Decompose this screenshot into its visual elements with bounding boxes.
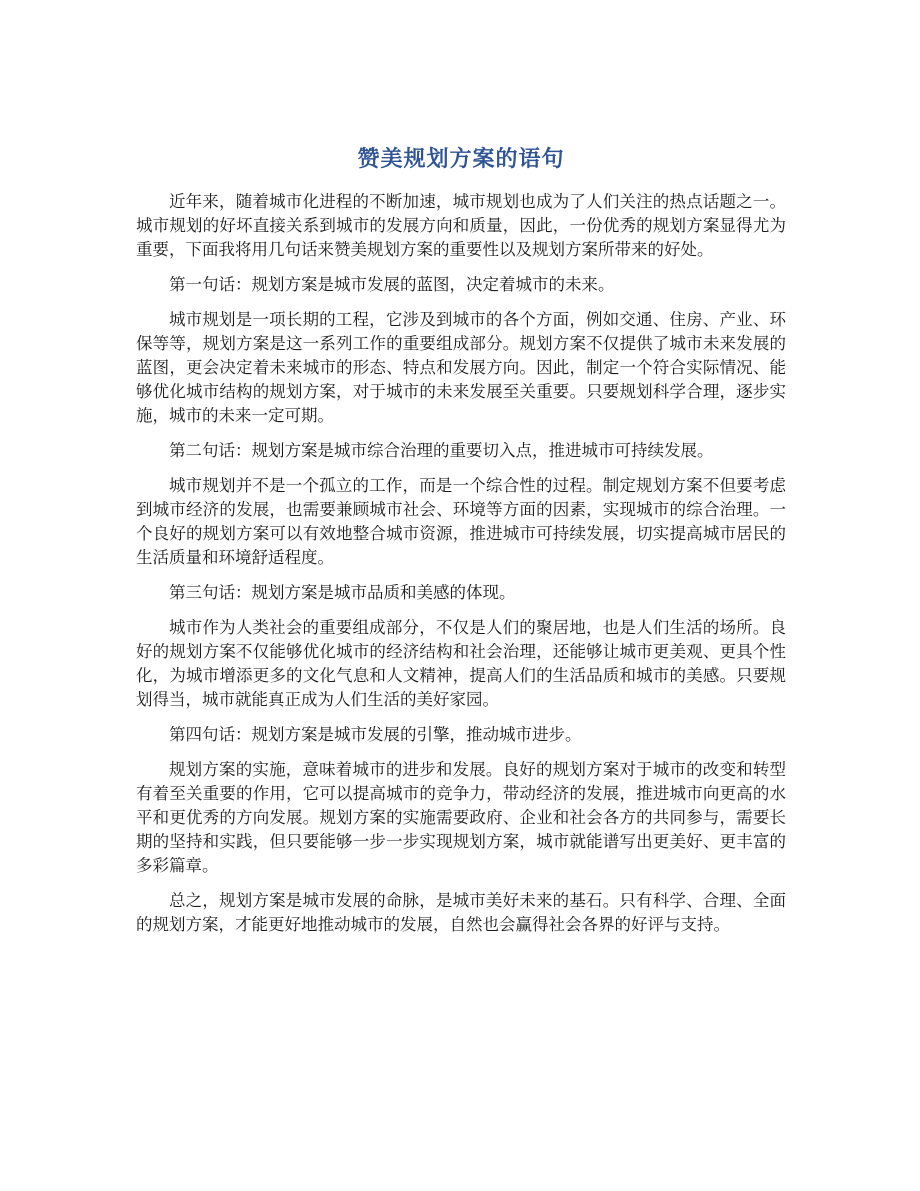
sentence-three-heading: 第三句话：规划方案是城市品质和美感的体现。 <box>169 583 516 602</box>
sentence-one-body: 城市规划是一项长期的工程，它涉及到城市的各个方面，例如交通、住房、产业、环保等等，规划方案是这一系列工作的重要组成部分。规划方案不仅提供了城市未来发展的蓝图，更会决定着未来城市的形态、特点和发展方向。因此，制定一个符合实际情况、能够优化城市结构的规划方案，对于城市的未来发展至关重要。只要规划科学合理，逐步实施，城市的未来一定可期。 <box>136 310 786 425</box>
sentence-one-heading: 第一句话：规划方案是城市发展的蓝图，决定着城市的未来。 <box>169 275 615 294</box>
sentence-two-body: 城市规划并不是一个孤立的工作，而是一个综合性的过程。制定规划方案不但要考虑到城市经济的发展，也需要兼顾城市社会、环境等方面的因素，实现城市的综合治理。一个良好的规划方案可以有效地整合城市资源，推进城市可持续发展，切实提高城市居民的生活质量和环境舒适程度。 <box>136 476 786 567</box>
conclusion-paragraph: 总之，规划方案是城市发展的命脉，是城市美好未来的基石。只有科学、合理、全面的规划方案，才能更好地推动城市的发展，自然也会赢得社会各界的好评与支持。 <box>136 891 786 934</box>
document-title: 赞美规划方案的语句 <box>357 146 565 172</box>
document-page <box>136 142 786 948</box>
sentence-three-body: 城市作为人类社会的重要组成部分，不仅是人们的聚居地，也是人们生活的场所。良好的规划方案不仅能够优化城市的经济结构和社会治理，还能够让城市更美观、更具个性化，为城市增添更多的文化气息和人文精神，提高人们的生活品质和城市的美感。只要规划得当，城市就能真正成为人们生活的美好家园。 <box>136 618 786 709</box>
intro-paragraph: 近年来，随着城市化进程的不断加速，城市规划也成为了人们关注的热点话题之一。城市规划的好坏直接关系到城市的发展方向和质量，因此，一份优秀的规划方案显得尤为重要，下面我将用几句话来赞美规划方案的重要性以及规划方案所带来的好处。 <box>136 192 786 259</box>
sentence-two-heading: 第二句话：规划方案是城市综合治理的重要切入点，推进城市可持续发展。 <box>169 441 714 460</box>
sentence-four-body: 规划方案的实施，意味着城市的进步和发展。良好的规划方案对于城市的改变和转型有着至关重要的作用，它可以提高城市的竞争力，带动经济的发展，推进城市向更高的水平和更优秀的方向发展。规划方案的实施需要政府、企业和社会各方的共同参与，需要长期的坚持和实践，但只要能够一步一步实现规划方案，城市就能谱写出更美好、更丰富的多彩篇章。 <box>136 760 786 875</box>
sentence-four-heading: 第四句话：规划方案是城市发展的引擎，推动城市进步。 <box>169 725 582 744</box>
